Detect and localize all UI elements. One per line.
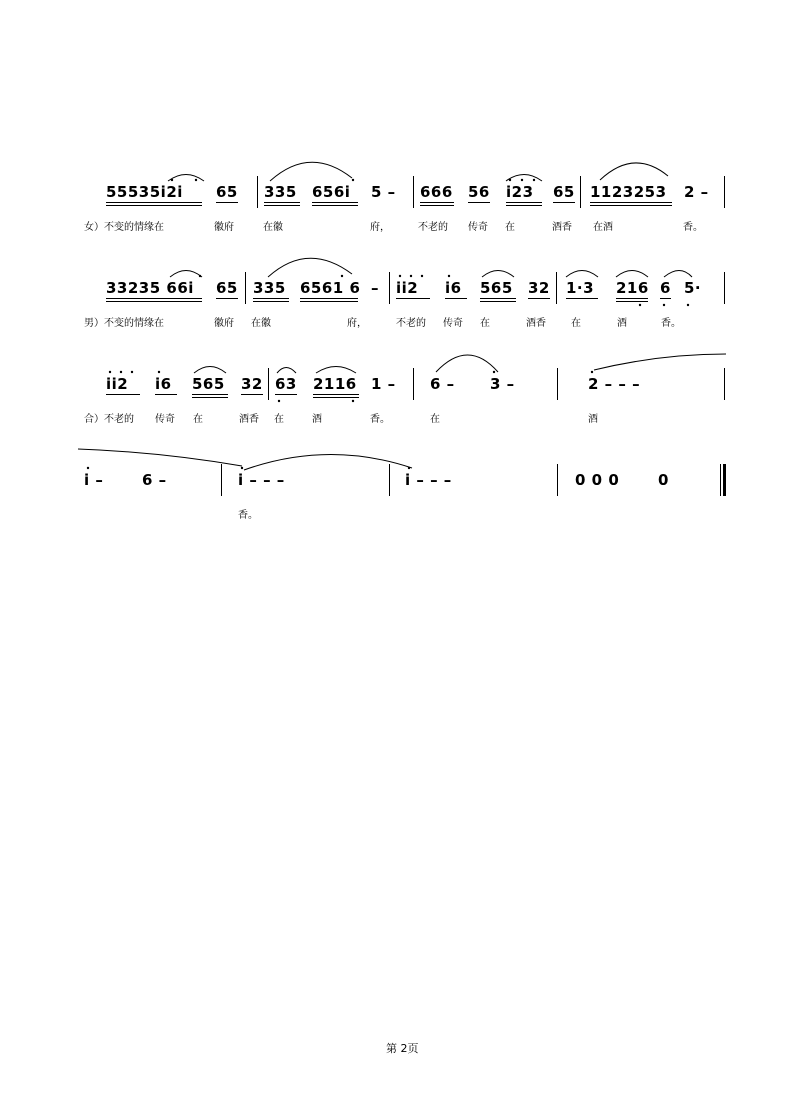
lyric: 香。 [370, 414, 390, 425]
octave-dot [199, 275, 201, 277]
underline [264, 205, 300, 206]
octave-dot [158, 371, 160, 373]
notes-s1-m3b: 56 [468, 183, 490, 201]
lyric: 酒香 [552, 222, 572, 233]
underline [566, 298, 598, 299]
lyric: 酒 [312, 414, 322, 425]
lyric: 不老的 [396, 318, 426, 329]
underline [590, 205, 672, 206]
barline [557, 464, 558, 496]
underline [420, 205, 454, 206]
underline [106, 301, 202, 302]
underline [253, 298, 289, 299]
notes-s1-m2a: 335 [264, 183, 297, 201]
notes-s2-m4c: 6 [660, 279, 671, 297]
underline [300, 298, 358, 299]
barline [268, 368, 269, 400]
lyric: 徽府 [214, 222, 234, 233]
lyric: 在徽 [263, 222, 283, 233]
notes-s3-m2c: 1 – [371, 375, 396, 393]
notes-s1-m3a: 666 [420, 183, 453, 201]
octave-dot [421, 275, 423, 277]
notes-s1-m3c: i23 [506, 183, 534, 201]
notes-s2-m1b: 65 [216, 279, 238, 297]
notes-s2-m4d: 5· [684, 279, 702, 297]
notes-s4-m4b: 0 [658, 471, 669, 489]
underline [192, 397, 228, 398]
lyric: 不老的 [418, 222, 448, 233]
notes-s3-m1b: i6 [155, 375, 172, 393]
underline [216, 298, 238, 299]
lyric: 传奇 [155, 414, 175, 425]
slur [268, 258, 352, 277]
barline [724, 272, 725, 304]
lyric: 传奇 [468, 222, 488, 233]
slur [482, 271, 514, 278]
underline [106, 298, 202, 299]
underline [241, 394, 263, 395]
underline [445, 298, 467, 299]
octave-dot [448, 275, 450, 277]
octave-dot [408, 467, 410, 469]
slur [194, 367, 226, 374]
lyric: 府， [347, 318, 367, 329]
underline [506, 205, 542, 206]
low-octave-dot [639, 304, 641, 306]
underline [106, 202, 202, 203]
low-octave-dot [278, 400, 280, 402]
notes-s1-m3d: 65 [553, 183, 575, 201]
octave-dot [109, 371, 111, 373]
lyric: 在 [480, 318, 490, 329]
underline [480, 301, 516, 302]
underline [528, 298, 550, 299]
notes-s1-m2b: 656i [312, 183, 351, 201]
final-barline-thin [720, 464, 721, 496]
lyric: 传奇 [443, 318, 463, 329]
notes-s2-m2a: 335 [253, 279, 286, 297]
lyric: 女）不变的情缘在 [84, 222, 164, 233]
underline [660, 298, 671, 299]
notes-s1-m1a: 55535i2i [106, 183, 183, 201]
underline [480, 298, 516, 299]
notes-s2-m2b: 6561 6 [300, 279, 361, 297]
lyric: 合）不老的 [84, 414, 134, 425]
lyric: 府， [370, 222, 390, 233]
octave-dot [131, 371, 133, 373]
barline [557, 368, 558, 400]
barline [221, 464, 222, 496]
underline [312, 202, 358, 203]
notes-s4-m4a: 0 0 0 [575, 471, 620, 489]
octave-dot [399, 275, 401, 277]
notes-s3-m2a: 63 [275, 375, 297, 393]
octave-dot [241, 467, 243, 469]
lyric: 在酒 [593, 222, 613, 233]
lyric: 香。 [661, 318, 681, 329]
barline [257, 176, 258, 208]
notes-s1-m4a: 1123253 [590, 183, 667, 201]
lyric: 酒香 [526, 318, 546, 329]
tie-start [594, 354, 726, 370]
lyric: 香。 [238, 510, 258, 521]
underline [253, 301, 289, 302]
underline [275, 394, 297, 395]
slur [566, 271, 598, 278]
octave-dot [171, 179, 173, 181]
underline [106, 394, 140, 395]
barline [413, 176, 414, 208]
underline [155, 394, 177, 395]
underline [590, 202, 672, 203]
slur [316, 367, 356, 374]
lyric: 在徽 [251, 318, 271, 329]
notes-s1-m1b: 65 [216, 183, 238, 201]
notes-s2-m2c: – [371, 279, 379, 297]
slur [277, 368, 296, 374]
slur [270, 162, 352, 181]
low-octave-dot [687, 304, 689, 306]
notes-s2-m3b: i6 [445, 279, 462, 297]
lyric: 酒 [617, 318, 627, 329]
lyric: 酒 [588, 414, 598, 425]
notes-s4-m1b: 6 – [142, 471, 167, 489]
slur [616, 271, 648, 278]
notes-s2-m4a: 1·3 [566, 279, 595, 297]
notes-s4-m3: i – – – [405, 471, 452, 489]
underline [553, 202, 575, 203]
notes-s2-m3d: 32 [528, 279, 550, 297]
lyric: 在 [505, 222, 515, 233]
octave-dot [341, 275, 343, 277]
underline [313, 394, 359, 395]
underline [313, 397, 359, 398]
notes-s3-m1d: 32 [241, 375, 263, 393]
octave-dot [87, 467, 89, 469]
notes-s1-m4b: 2 – [684, 183, 709, 201]
barline [556, 272, 557, 304]
octave-dot [493, 371, 495, 373]
low-octave-dot [663, 304, 665, 306]
lyric: 男）不变的情缘在 [84, 318, 164, 329]
barline [413, 368, 414, 400]
final-barline-thick [723, 464, 726, 496]
slur [168, 175, 204, 182]
octave-dot [533, 179, 535, 181]
lyric: 徽府 [214, 318, 234, 329]
underline [420, 202, 454, 203]
barline [245, 272, 246, 304]
underline [396, 298, 430, 299]
underline [106, 205, 202, 206]
underline [616, 298, 648, 299]
barline [724, 176, 725, 208]
octave-dot [591, 371, 593, 373]
lyric: 在 [193, 414, 203, 425]
underline [264, 202, 300, 203]
notes-s4-m2: i – – – [238, 471, 285, 489]
notes-s3-m4: 2 – – – [588, 375, 641, 393]
slur [506, 175, 542, 182]
slur [436, 355, 498, 372]
underline [216, 202, 238, 203]
lyric: 在 [430, 414, 440, 425]
octave-dot [410, 275, 412, 277]
lyric: 在 [274, 414, 284, 425]
notes-s2-m3a: ii2 [396, 279, 419, 297]
notes-s3-m1c: 565 [192, 375, 225, 393]
underline [300, 301, 358, 302]
slur [664, 271, 692, 278]
underline [506, 202, 542, 203]
notes-s2-m1a: 33235 66i [106, 279, 194, 297]
notes-s3-m3b: 3 – [490, 375, 515, 393]
low-octave-dot [352, 400, 354, 402]
octave-dot [352, 179, 354, 181]
lyric: 在 [571, 318, 581, 329]
barline [389, 272, 390, 304]
barline [724, 368, 725, 400]
notes-s3-m3a: 6 – [430, 375, 455, 393]
octave-dot [195, 179, 197, 181]
underline [616, 301, 648, 302]
underline [468, 202, 490, 203]
barline [580, 176, 581, 208]
notes-s4-m1a: i – [84, 471, 104, 489]
underline [192, 394, 228, 395]
octave-dot [120, 371, 122, 373]
notes-s1-m2c: 5 – [371, 183, 396, 201]
tie-end [78, 449, 242, 466]
underline [312, 205, 358, 206]
notes-s2-m4b: 216 [616, 279, 649, 297]
octave-dot [521, 179, 523, 181]
slur [600, 163, 668, 180]
notes-s3-m1a: ii2 [106, 375, 129, 393]
slur [244, 454, 412, 470]
notes-s2-m3c: 565 [480, 279, 513, 297]
lyric: 酒香 [239, 414, 259, 425]
notes-s3-m2b: 2116 [313, 375, 357, 393]
page-number: 第 2页 [386, 1042, 419, 1055]
barline [389, 464, 390, 496]
slur [170, 271, 202, 278]
lyric: 香。 [683, 222, 703, 233]
octave-dot [509, 179, 511, 181]
